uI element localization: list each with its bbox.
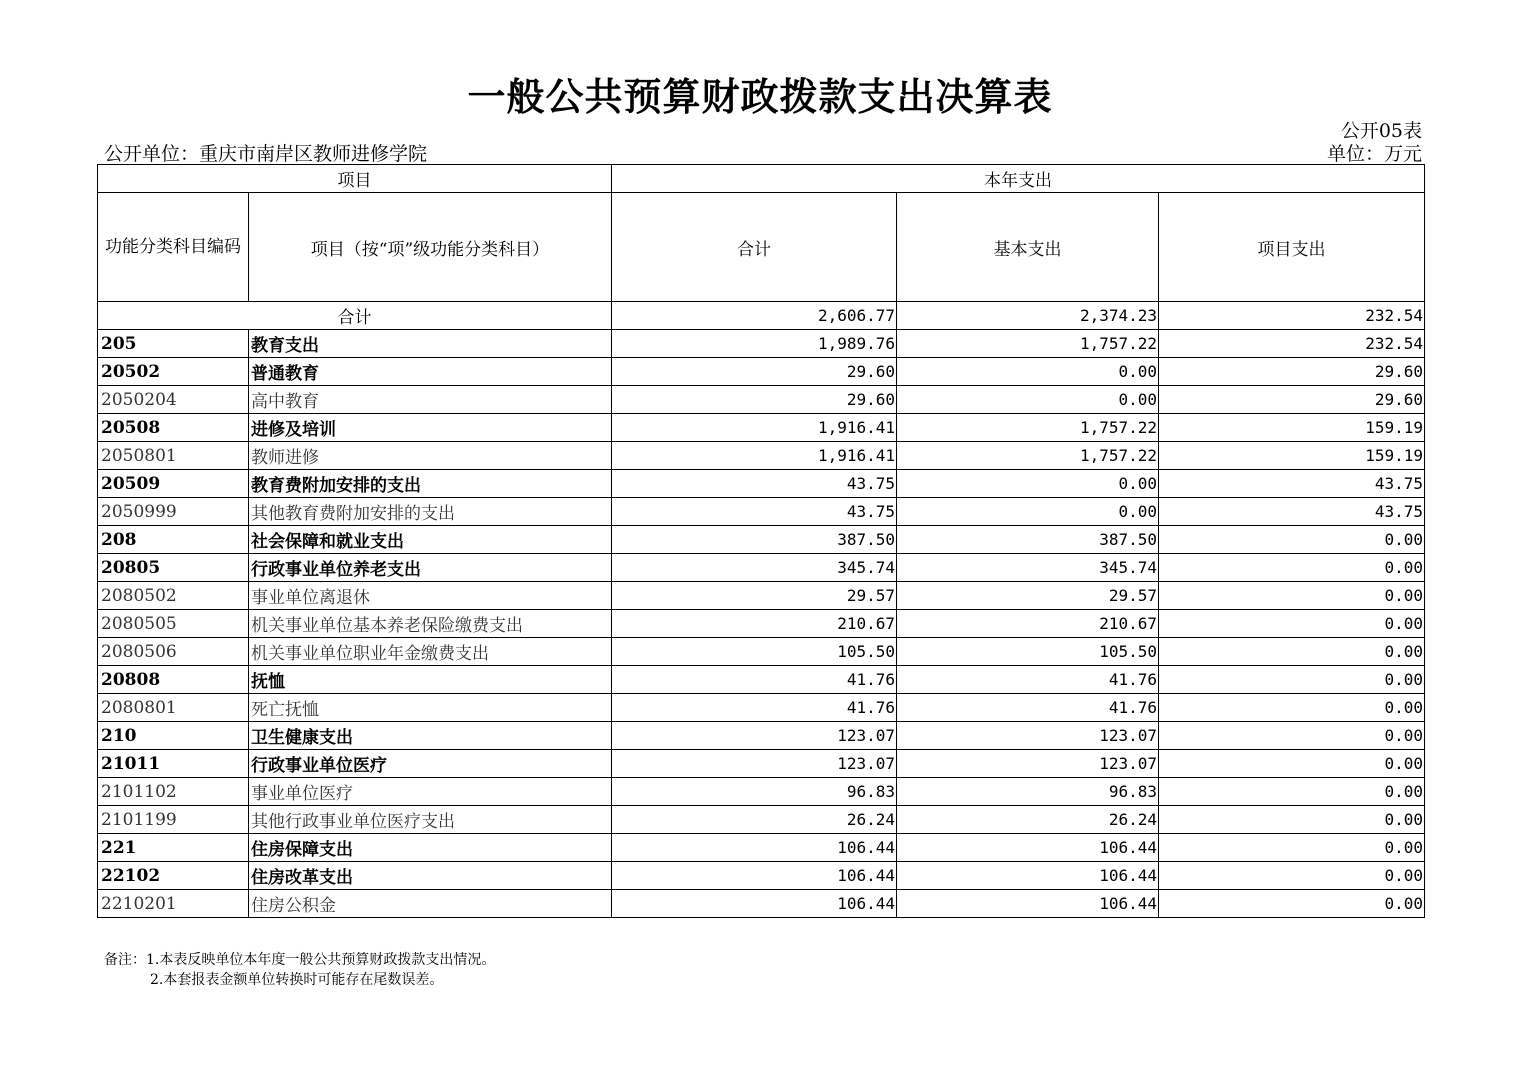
table-row bbox=[98, 554, 1425, 582]
currency-unit: 单位：万元 bbox=[1326, 143, 1422, 165]
row-code: 2080801 bbox=[98, 694, 249, 722]
row-code: 2101102 bbox=[98, 778, 249, 806]
form-number: 公开05表 bbox=[1340, 120, 1422, 142]
header-item: 项目 bbox=[98, 165, 612, 193]
row-basic: 123.07 bbox=[897, 750, 1159, 778]
table-row bbox=[98, 778, 1425, 806]
row-name: 住房公积金 bbox=[249, 890, 612, 918]
table-row bbox=[98, 582, 1425, 610]
expenditure-table bbox=[97, 164, 1425, 918]
row-name: 教育费附加安排的支出 bbox=[249, 470, 612, 498]
header-code: 功能分类科目编码 bbox=[98, 193, 249, 302]
row-name: 进修及培训 bbox=[249, 414, 612, 442]
row-basic: 41.76 bbox=[897, 694, 1159, 722]
row-total: 345.74 bbox=[612, 554, 897, 582]
row-project: 0.00 bbox=[1159, 750, 1425, 778]
header-current-year: 本年支出 bbox=[612, 165, 1425, 193]
row-code: 2050999 bbox=[98, 498, 249, 526]
row-name: 其他教育费附加安排的支出 bbox=[249, 498, 612, 526]
row-project: 0.00 bbox=[1159, 554, 1425, 582]
row-basic: 1,757.22 bbox=[897, 414, 1159, 442]
table-row bbox=[98, 470, 1425, 498]
row-basic: 0.00 bbox=[897, 470, 1159, 498]
row-code: 2080506 bbox=[98, 638, 249, 666]
row-code: 2050204 bbox=[98, 386, 249, 414]
row-project: 43.75 bbox=[1159, 498, 1425, 526]
row-code: 210 bbox=[98, 722, 249, 750]
row-name: 行政事业单位医疗 bbox=[249, 750, 612, 778]
row-name: 住房保障支出 bbox=[249, 834, 612, 862]
row-project: 159.19 bbox=[1159, 414, 1425, 442]
row-basic: 106.44 bbox=[897, 834, 1159, 862]
header-name: 项目（按“项”级功能分类科目） bbox=[249, 193, 612, 302]
table-row bbox=[98, 442, 1425, 470]
row-basic: 123.07 bbox=[897, 722, 1159, 750]
row-project: 0.00 bbox=[1159, 778, 1425, 806]
row-basic: 1,757.22 bbox=[897, 442, 1159, 470]
row-name: 高中教育 bbox=[249, 386, 612, 414]
row-total: 96.83 bbox=[612, 778, 897, 806]
table-row bbox=[98, 498, 1425, 526]
table-row bbox=[98, 694, 1425, 722]
row-name: 机关事业单位基本养老保险缴费支出 bbox=[249, 610, 612, 638]
row-name: 抚恤 bbox=[249, 666, 612, 694]
row-project: 0.00 bbox=[1159, 610, 1425, 638]
row-total: 123.07 bbox=[612, 750, 897, 778]
row-basic: 0.00 bbox=[897, 386, 1159, 414]
row-total: 43.75 bbox=[612, 470, 897, 498]
row-basic: 210.67 bbox=[897, 610, 1159, 638]
row-total: 123.07 bbox=[612, 722, 897, 750]
row-name: 社会保障和就业支出 bbox=[249, 526, 612, 554]
row-code: 20805 bbox=[98, 554, 249, 582]
total-row bbox=[98, 302, 1425, 330]
row-code: 2050801 bbox=[98, 442, 249, 470]
header-project: 项目支出 bbox=[1159, 193, 1425, 302]
row-name: 普通教育 bbox=[249, 358, 612, 386]
table-row bbox=[98, 610, 1425, 638]
row-project: 0.00 bbox=[1159, 722, 1425, 750]
row-total: 1,916.41 bbox=[612, 442, 897, 470]
report-title: 一般公共预算财政拨款支出决算表 bbox=[467, 74, 1053, 119]
row-project: 0.00 bbox=[1159, 862, 1425, 890]
row-total: 387.50 bbox=[612, 526, 897, 554]
row-basic: 0.00 bbox=[897, 498, 1159, 526]
row-code: 22102 bbox=[98, 862, 249, 890]
row-name: 住房改革支出 bbox=[249, 862, 612, 890]
footnotes bbox=[104, 950, 495, 990]
header-row-1 bbox=[98, 165, 1425, 193]
row-basic: 1,757.22 bbox=[897, 330, 1159, 358]
row-code: 21011 bbox=[98, 750, 249, 778]
row-total: 41.76 bbox=[612, 666, 897, 694]
row-code: 20508 bbox=[98, 414, 249, 442]
row-name: 行政事业单位养老支出 bbox=[249, 554, 612, 582]
footnote-1: 备注：1.本表反映单位本年度一般公共预算财政拨款支出情况。 bbox=[104, 952, 496, 968]
row-name: 教师进修 bbox=[249, 442, 612, 470]
table-row bbox=[98, 890, 1425, 918]
table-row bbox=[98, 526, 1425, 554]
row-project: 0.00 bbox=[1159, 582, 1425, 610]
table-row bbox=[98, 834, 1425, 862]
header-basic: 基本支出 bbox=[897, 193, 1159, 302]
row-basic: 26.24 bbox=[897, 806, 1159, 834]
table-row bbox=[98, 666, 1425, 694]
row-project: 159.19 bbox=[1159, 442, 1425, 470]
row-basic: 345.74 bbox=[897, 554, 1159, 582]
row-basic: 105.50 bbox=[897, 638, 1159, 666]
row-project: 29.60 bbox=[1159, 358, 1425, 386]
row-total: 43.75 bbox=[612, 498, 897, 526]
row-project: 43.75 bbox=[1159, 470, 1425, 498]
row-name: 卫生健康支出 bbox=[249, 722, 612, 750]
row-basic: 106.44 bbox=[897, 890, 1159, 918]
row-project: 29.60 bbox=[1159, 386, 1425, 414]
row-code: 208 bbox=[98, 526, 249, 554]
row-name: 教育支出 bbox=[249, 330, 612, 358]
row-project: 0.00 bbox=[1159, 806, 1425, 834]
row-total: 29.60 bbox=[612, 386, 897, 414]
row-basic: 0.00 bbox=[897, 358, 1159, 386]
row-code: 2080505 bbox=[98, 610, 249, 638]
row-total: 29.57 bbox=[612, 582, 897, 610]
row-basic: 41.76 bbox=[897, 666, 1159, 694]
total-amount: 2,606.77 bbox=[612, 302, 897, 330]
table-row bbox=[98, 638, 1425, 666]
row-code: 20509 bbox=[98, 470, 249, 498]
row-basic: 106.44 bbox=[897, 862, 1159, 890]
row-code: 2080502 bbox=[98, 582, 249, 610]
row-code: 20808 bbox=[98, 666, 249, 694]
table-row bbox=[98, 722, 1425, 750]
table-row bbox=[98, 806, 1425, 834]
row-total: 1,916.41 bbox=[612, 414, 897, 442]
row-project: 0.00 bbox=[1159, 834, 1425, 862]
row-name: 事业单位离退休 bbox=[249, 582, 612, 610]
table-row bbox=[98, 862, 1425, 890]
row-total: 106.44 bbox=[612, 890, 897, 918]
row-project: 0.00 bbox=[1159, 526, 1425, 554]
row-total: 105.50 bbox=[612, 638, 897, 666]
row-name: 死亡抚恤 bbox=[249, 694, 612, 722]
row-code: 2210201 bbox=[98, 890, 249, 918]
row-code: 20502 bbox=[98, 358, 249, 386]
row-total: 29.60 bbox=[612, 358, 897, 386]
footnote-2: 2.本套报表金额单位转换时可能存在尾数误差。 bbox=[150, 972, 444, 988]
row-project: 0.00 bbox=[1159, 694, 1425, 722]
table-row bbox=[98, 386, 1425, 414]
row-total: 210.67 bbox=[612, 610, 897, 638]
row-project: 232.54 bbox=[1159, 330, 1425, 358]
row-code: 205 bbox=[98, 330, 249, 358]
table-row bbox=[98, 330, 1425, 358]
row-basic: 29.57 bbox=[897, 582, 1159, 610]
row-name: 事业单位医疗 bbox=[249, 778, 612, 806]
row-project: 0.00 bbox=[1159, 666, 1425, 694]
row-total: 1,989.76 bbox=[612, 330, 897, 358]
row-basic: 387.50 bbox=[897, 526, 1159, 554]
row-total: 106.44 bbox=[612, 834, 897, 862]
row-total: 26.24 bbox=[612, 806, 897, 834]
table-row bbox=[98, 414, 1425, 442]
header-total: 合计 bbox=[612, 193, 897, 302]
total-project: 232.54 bbox=[1159, 302, 1425, 330]
total-label: 合计 bbox=[98, 302, 612, 330]
table-row bbox=[98, 750, 1425, 778]
row-project: 0.00 bbox=[1159, 638, 1425, 666]
row-code: 2101199 bbox=[98, 806, 249, 834]
total-basic: 2,374.23 bbox=[897, 302, 1159, 330]
row-name: 其他行政事业单位医疗支出 bbox=[249, 806, 612, 834]
row-name: 机关事业单位职业年金缴费支出 bbox=[249, 638, 612, 666]
table-row bbox=[98, 358, 1425, 386]
reporting-unit: 公开单位：重庆市南岸区教师进修学院 bbox=[104, 143, 428, 165]
row-total: 106.44 bbox=[612, 862, 897, 890]
header-row-2 bbox=[98, 193, 1425, 302]
row-total: 41.76 bbox=[612, 694, 897, 722]
row-basic: 96.83 bbox=[897, 778, 1159, 806]
row-project: 0.00 bbox=[1159, 890, 1425, 918]
row-code: 221 bbox=[98, 834, 249, 862]
